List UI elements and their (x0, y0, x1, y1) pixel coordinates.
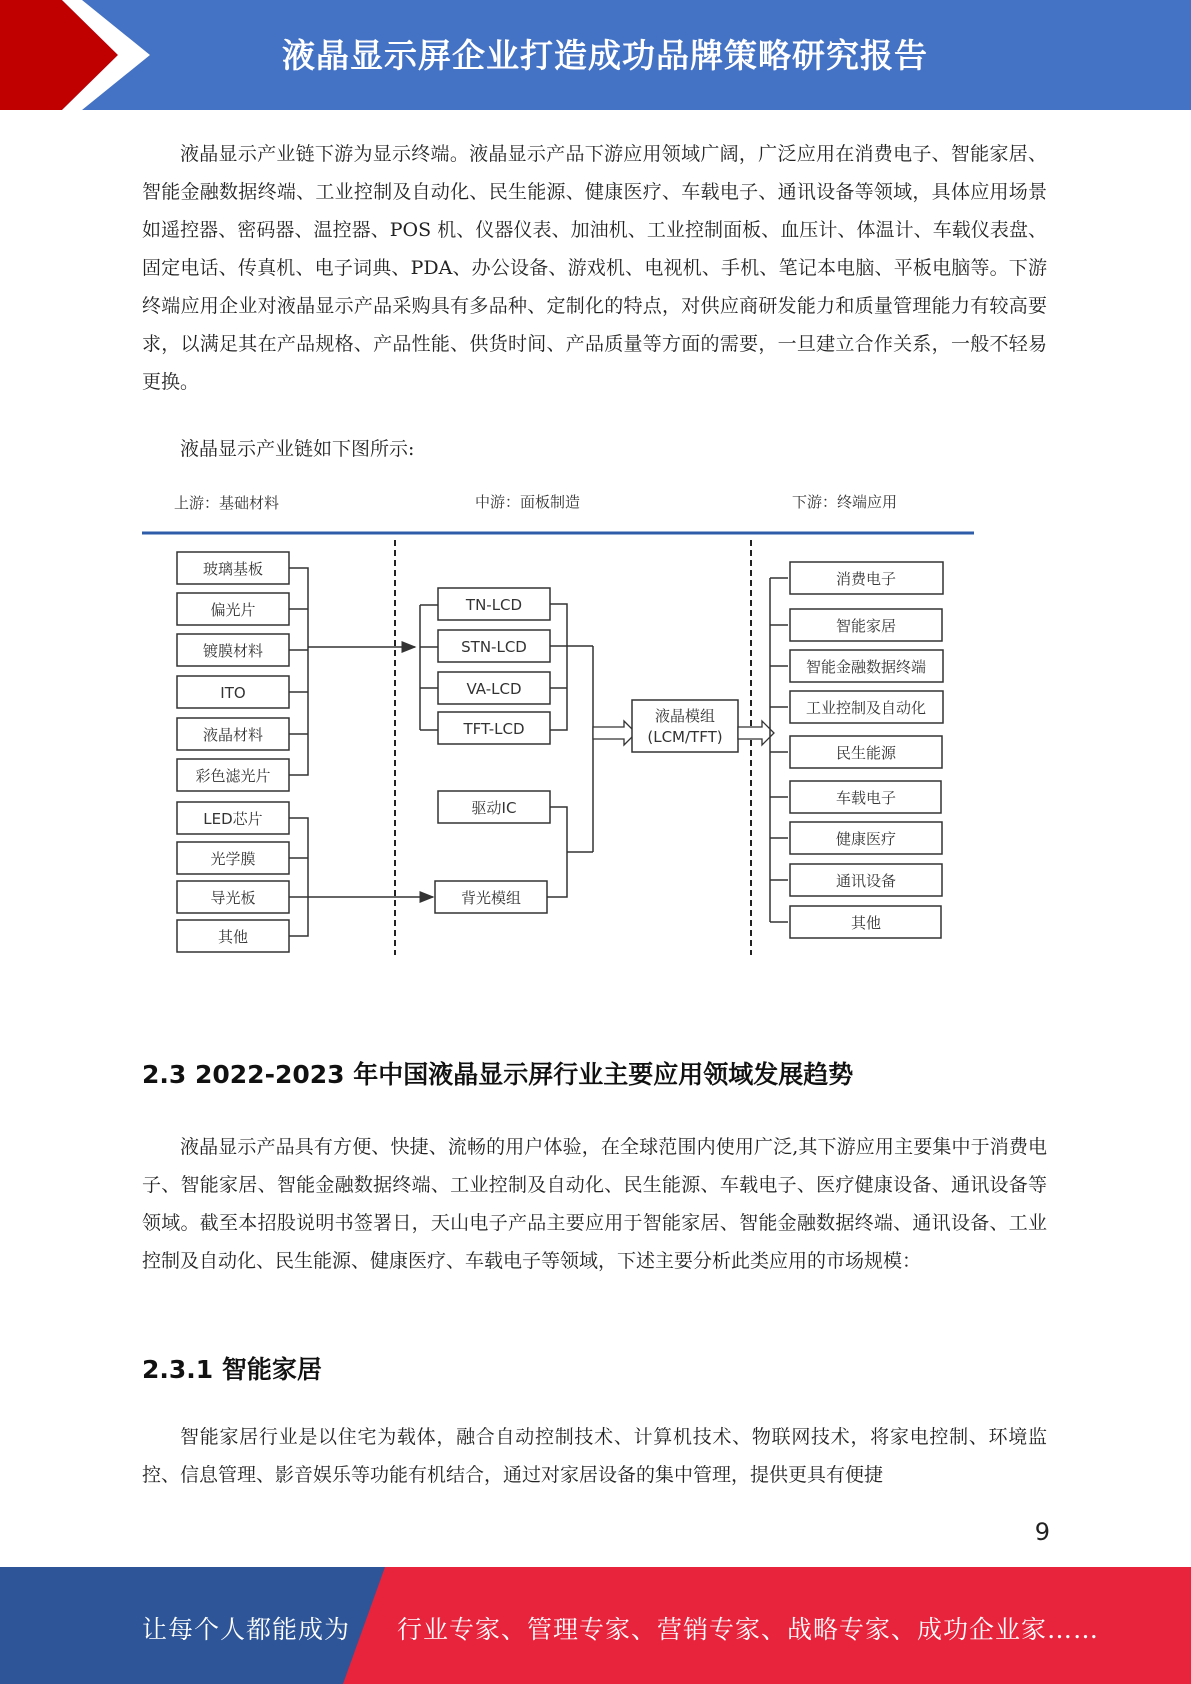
material-box (177, 718, 289, 750)
application-box (790, 609, 942, 641)
panels-left-bracket (420, 605, 438, 730)
application-box (790, 691, 943, 723)
svg-text:VA-LCD: VA-LCD (466, 680, 522, 698)
page-number: 9 (1034, 1518, 1050, 1546)
svg-text:(LCM/TFT): (LCM/TFT) (647, 728, 723, 746)
svg-text:驱动IC: 驱动IC (471, 799, 517, 817)
application-box (790, 650, 943, 682)
application-box (790, 906, 941, 938)
intro-paragraph: 液晶显示产业链下游为显示终端。液晶显示产品下游应用领域广阔，广泛应用在消费电子、智能家居、智能金融数据终端、工业控制及自动化、民生能源、健康医疗、车载电子、通讯设备等领域，具体应用场景如遥控器、密码器、温控器、POS 机、仪器仪表、加油机、工业控制面板、血压计、体温计、车载仪表盘、固定电话、传真机、电子词典、PDA、办公设备、游戏机、电视机、手机、笔记本电脑、平板电脑等。下游终端应用企业对液晶显示产品采购具有多品种、定制化的特点，对供应商研发能力和质量管理能力有较高要求，以满足其在产品规格、产品性能、供货时间、产品质量等方面的需要，一旦建立合作关系，一般不轻易更换。 (142, 143, 1047, 393)
application-box (790, 562, 943, 594)
svg-text:消费电子: 消费电子 (835, 570, 897, 588)
report-title: 液晶显示屏企业打造成功品牌策略研究报告 (282, 36, 928, 75)
svg-text:健康医疗: 健康医疗 (835, 830, 897, 848)
section-2-3-1-paragraph: 智能家居行业是以住宅为载体，融合自动控制技术、计算机技术、物联网技术，将家电控制、环境监控、信息管理、影音娱乐等功能有机结合，通过对家居设备的集中管理，提供更具有便捷 (142, 1426, 1047, 1486)
svg-text:通讯设备: 通讯设备 (835, 872, 897, 890)
material-box (177, 920, 289, 952)
svg-text:TFT-LCD: TFT-LCD (463, 720, 525, 738)
header-chevron-icon (0, 0, 160, 110)
svg-text:TN-LCD: TN-LCD (465, 596, 523, 614)
footer-slogan: 让每个人都能成为 (142, 1615, 351, 1644)
svg-text:智能家居: 智能家居 (835, 617, 897, 635)
svg-text:背光模组: 背光模组 (460, 889, 522, 907)
panel-box (438, 588, 550, 620)
applications-bracket (770, 578, 788, 922)
svg-text:彩色滤光片: 彩色滤光片 (195, 767, 271, 785)
panel-box (438, 672, 550, 704)
svg-text:镀膜材料: 镀膜材料 (202, 642, 264, 660)
group1-bracket (289, 568, 308, 775)
application-box (790, 736, 942, 768)
page-footer (0, 1567, 1191, 1684)
panel-box (438, 630, 550, 662)
svg-text:偏光片: 偏光片 (210, 601, 256, 619)
industry-chain-diagram (130, 490, 980, 960)
svg-text:光学膜: 光学膜 (210, 850, 256, 868)
lcm-module-box (632, 700, 738, 752)
material-box (177, 881, 289, 913)
svg-text:液晶模组: 液晶模组 (654, 707, 716, 725)
page-header (0, 0, 1191, 110)
svg-text:工业控制及自动化: 工业控制及自动化 (805, 699, 927, 717)
material-box (177, 759, 289, 791)
svg-text:其他: 其他 (850, 914, 882, 932)
svg-text:LED芯片: LED芯片 (203, 810, 263, 828)
footer-tagline: 行业专家、管理专家、营销专家、战略专家、成功企业家…… (397, 1615, 1100, 1644)
material-box (177, 552, 289, 584)
svg-text:玻璃基板: 玻璃基板 (202, 560, 264, 578)
material-box (177, 676, 289, 708)
group2-bracket (289, 818, 308, 936)
midstream-label: 中游：面板制造 (475, 493, 581, 511)
to-applications-hollow-arrow (738, 721, 774, 745)
svg-text:车载电子: 车载电子 (835, 789, 897, 807)
panels-right-bracket (550, 604, 567, 730)
material-box (177, 802, 289, 834)
material-box (177, 842, 289, 874)
downstream-label: 下游：终端应用 (792, 493, 898, 511)
section-2-3-heading: 2.3 2022-2023 年中国液晶显示屏行业主要应用领域发展趋势 (142, 1060, 854, 1089)
material-box (177, 634, 289, 666)
svg-text:ITO: ITO (220, 684, 246, 702)
backlight-box (435, 881, 547, 913)
svg-text:民生能源: 民生能源 (835, 744, 897, 762)
svg-text:导光板: 导光板 (210, 889, 256, 907)
to-module-hollow-arrow (593, 721, 636, 745)
driver-ic-box (438, 791, 550, 823)
application-box (790, 781, 941, 813)
application-box (790, 822, 942, 854)
svg-text:液晶材料: 液晶材料 (202, 726, 264, 744)
svg-text:STN-LCD: STN-LCD (461, 638, 527, 656)
section-2-3-paragraph: 液晶显示产品具有方便、快捷、流畅的用户体验，在全球范围内使用广泛,其下游应用主要集中于消费电子、智能家居、智能金融数据终端、工业控制及自动化、民生能源、车载电子、医疗健康设备、通讯设备等领域。截至本招股说明书签署日，天山电子产品主要应用于智能家居、智能金融数据终端、通讯设备、工业控制及自动化、民生能源、健康医疗、车载电子等领域，下述主要分析此类应用的市场规模： (142, 1136, 1047, 1272)
panel-box (438, 712, 550, 744)
upstream-label: 上游：基础材料 (174, 494, 280, 512)
material-box (177, 593, 289, 625)
application-box (790, 864, 942, 896)
diagram-caption: 液晶显示产业链如下图所示: (180, 438, 415, 460)
driver-backlight-bracket (547, 807, 593, 897)
svg-text:其他: 其他 (217, 928, 249, 946)
svg-text:智能金融数据终端: 智能金融数据终端 (805, 658, 927, 676)
section-2-3-1-heading: 2.3.1 智能家居 (142, 1355, 322, 1384)
